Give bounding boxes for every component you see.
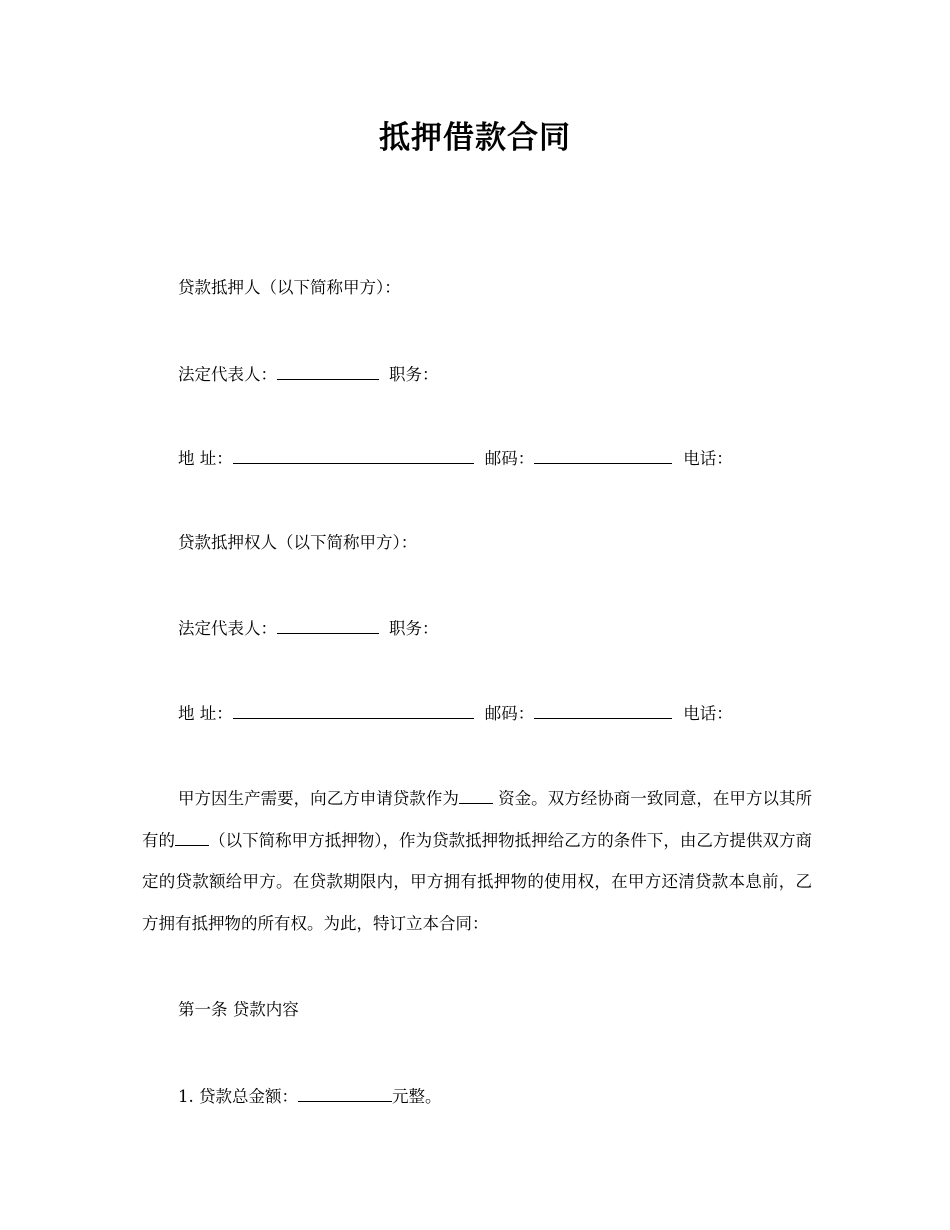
loan-amount-label: 1. 贷款总金额： <box>178 1087 298 1106</box>
preamble-part-2: 资金。双方经协商一致同意，在甲方以其所有的 <box>142 789 813 850</box>
party-b-phone-label: 电话： <box>683 704 733 723</box>
party-b-heading: 贷款抵押权人（以下简称甲方）： <box>178 533 418 552</box>
party-a-address-blank <box>233 446 474 464</box>
collateral-blank <box>175 828 209 846</box>
purpose-blank <box>459 786 493 804</box>
loan-amount-suffix: 元整。 <box>392 1087 442 1106</box>
preamble-part-3: （以下简称甲方抵押物），作为贷款抵押物抵押给乙方的条件下，由乙方提供双方商定的贷款额给甲方。在贷款期限内，甲方拥有抵押物的使用权，在甲方还清贷款本息前，乙方拥有抵押物的所有权。为此，特订立本合同： <box>142 830 813 933</box>
party-b-rep-label: 法定代表人： <box>178 619 277 638</box>
party-b-address-blank <box>233 701 474 719</box>
party-a-position-label: 职务： <box>389 365 439 384</box>
article-1-item-1 <box>178 1084 442 1109</box>
party-b-postcode-blank <box>534 701 672 719</box>
party-b-address-label: 地 址： <box>178 704 233 723</box>
loan-amount-blank <box>298 1084 392 1102</box>
party-b-postcode-label: 邮码： <box>484 704 535 723</box>
party-b-position-label: 职务： <box>389 619 439 638</box>
party-a-postcode-label: 邮码： <box>484 449 535 468</box>
party-a-rep-blank <box>277 362 379 380</box>
party-a-heading: 贷款抵押人（以下简称甲方）： <box>178 278 401 297</box>
preamble-part-1: 甲方因生产需要，向乙方申请贷款作为 <box>178 789 459 808</box>
party-a-postcode-blank <box>534 446 672 464</box>
party-a-phone-label: 电话： <box>683 449 733 468</box>
party-b-representative-row <box>178 616 439 641</box>
document-title: 抵押借款合同 <box>379 120 571 156</box>
article-1-heading: 第一条 贷款内容 <box>178 1000 299 1019</box>
party-a-address-label: 地 址： <box>178 449 233 468</box>
party-b-address-row <box>178 701 733 726</box>
preamble-paragraph <box>142 778 812 944</box>
party-a-rep-label: 法定代表人： <box>178 365 277 384</box>
party-b-rep-blank <box>277 616 379 634</box>
party-a-representative-row <box>178 362 439 387</box>
party-a-address-row <box>178 446 733 471</box>
